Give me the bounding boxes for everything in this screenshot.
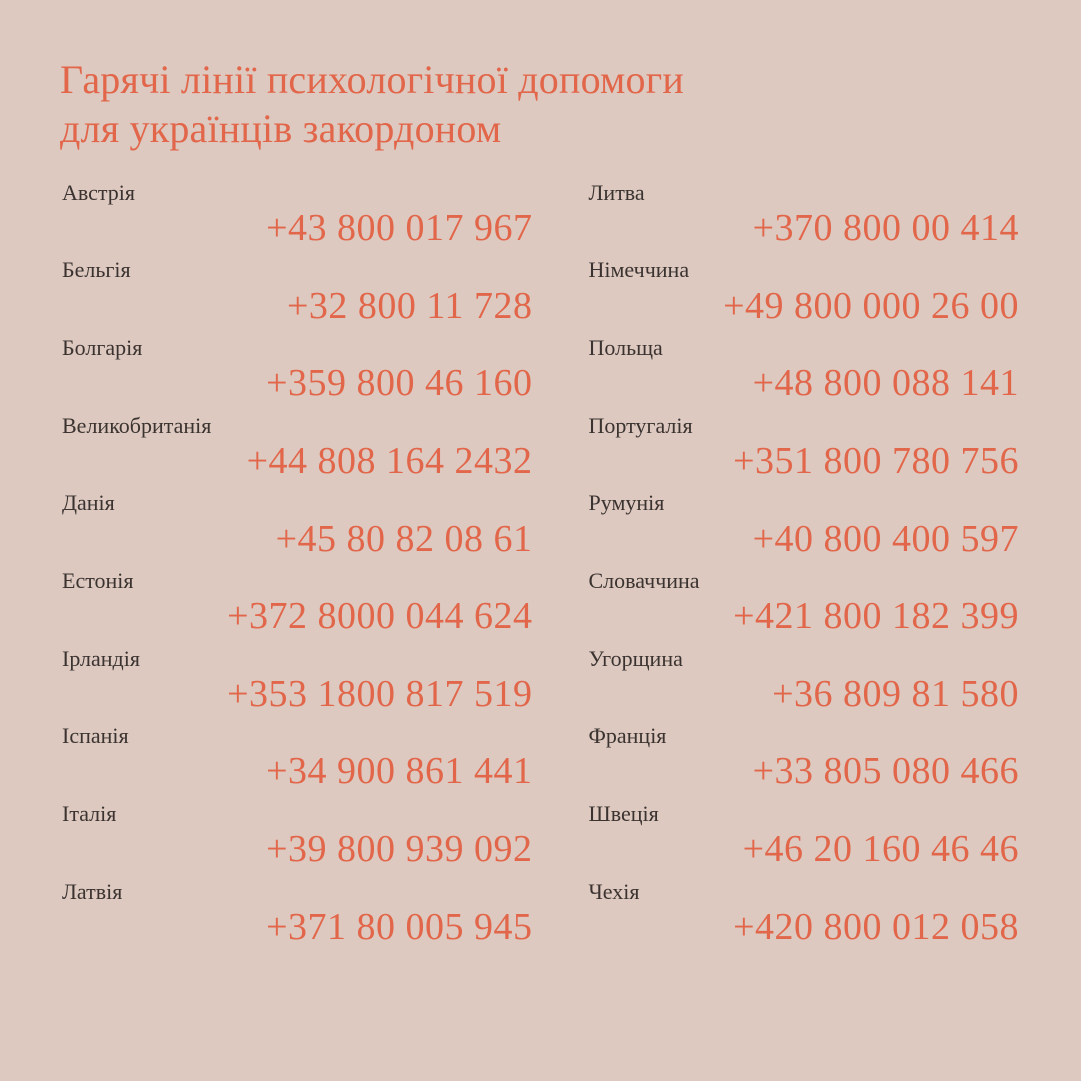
phone-number[interactable]: +34 900 861 441 <box>266 750 533 793</box>
phone-number[interactable]: +32 800 11 728 <box>286 284 533 327</box>
country-label: Литва <box>588 179 645 205</box>
country-label: Латвія <box>62 878 123 904</box>
country-label: Данія <box>62 490 115 516</box>
page-title <box>60 56 1021 154</box>
phone-number[interactable]: +39 800 939 092 <box>266 828 533 871</box>
phone-number[interactable]: +36 809 81 580 <box>772 672 1019 715</box>
phone-number[interactable]: +372 8000 044 624 <box>227 595 533 638</box>
hotline-columns <box>60 180 1021 957</box>
list-item <box>587 801 1022 873</box>
country-label: Чехія <box>588 878 640 904</box>
list-item <box>587 646 1022 718</box>
page-title-line-1: Гарячі лінії психологічної допомоги <box>60 57 684 102</box>
list-item <box>587 723 1022 795</box>
list-item <box>60 801 541 873</box>
list-item <box>60 723 541 795</box>
country-label: Швеція <box>588 800 659 826</box>
list-item <box>587 568 1022 640</box>
phone-number[interactable]: +48 800 088 141 <box>752 362 1019 405</box>
phone-number[interactable]: +33 805 080 466 <box>752 750 1019 793</box>
country-label: Іспанія <box>62 723 129 749</box>
list-item <box>587 413 1022 485</box>
list-item <box>60 490 541 562</box>
phone-number[interactable]: +359 800 46 160 <box>266 362 533 405</box>
country-label: Італія <box>62 800 117 826</box>
list-item <box>587 257 1022 329</box>
country-label: Португалія <box>588 412 693 438</box>
phone-number[interactable]: +421 800 182 399 <box>733 595 1019 638</box>
list-item <box>60 257 541 329</box>
list-item <box>60 180 541 252</box>
country-label: Ірландія <box>62 645 140 671</box>
country-label: Естонія <box>62 567 134 593</box>
country-label: Румунія <box>588 490 665 516</box>
list-item <box>60 568 541 640</box>
phone-number[interactable]: +370 800 00 414 <box>752 206 1019 249</box>
list-item <box>60 413 541 485</box>
list-item <box>587 879 1022 951</box>
page-title-line-2: для українців закордоном <box>60 105 502 151</box>
phone-number[interactable]: +46 20 160 46 46 <box>742 828 1019 871</box>
list-item <box>60 335 541 407</box>
list-item <box>60 879 541 951</box>
phone-number[interactable]: +44 808 164 2432 <box>246 439 533 482</box>
country-label: Великобританія <box>62 412 212 438</box>
phone-number[interactable]: +40 800 400 597 <box>752 517 1019 560</box>
list-item <box>587 335 1022 407</box>
list-item <box>587 180 1022 252</box>
phone-number[interactable]: +371 80 005 945 <box>266 905 533 948</box>
country-label: Австрія <box>62 179 136 205</box>
phone-number[interactable]: +43 800 017 967 <box>266 206 533 249</box>
phone-number[interactable]: +45 80 82 08 61 <box>275 517 533 560</box>
phone-number[interactable]: +353 1800 817 519 <box>227 672 533 715</box>
phone-number[interactable]: +351 800 780 756 <box>733 439 1019 482</box>
country-label: Болгарія <box>62 334 143 360</box>
hotline-column-left <box>60 180 541 957</box>
hotline-column-right <box>541 180 1022 957</box>
country-label: Польща <box>588 334 663 360</box>
country-label: Німеччина <box>588 257 690 283</box>
country-label: Угорщина <box>588 645 683 671</box>
list-item <box>60 646 541 718</box>
phone-number[interactable]: +49 800 000 26 00 <box>723 284 1019 327</box>
phone-number[interactable]: +420 800 012 058 <box>733 905 1019 948</box>
country-label: Франція <box>588 723 667 749</box>
country-label: Бельгія <box>62 257 131 283</box>
country-label: Словаччина <box>588 567 700 593</box>
list-item <box>587 490 1022 562</box>
